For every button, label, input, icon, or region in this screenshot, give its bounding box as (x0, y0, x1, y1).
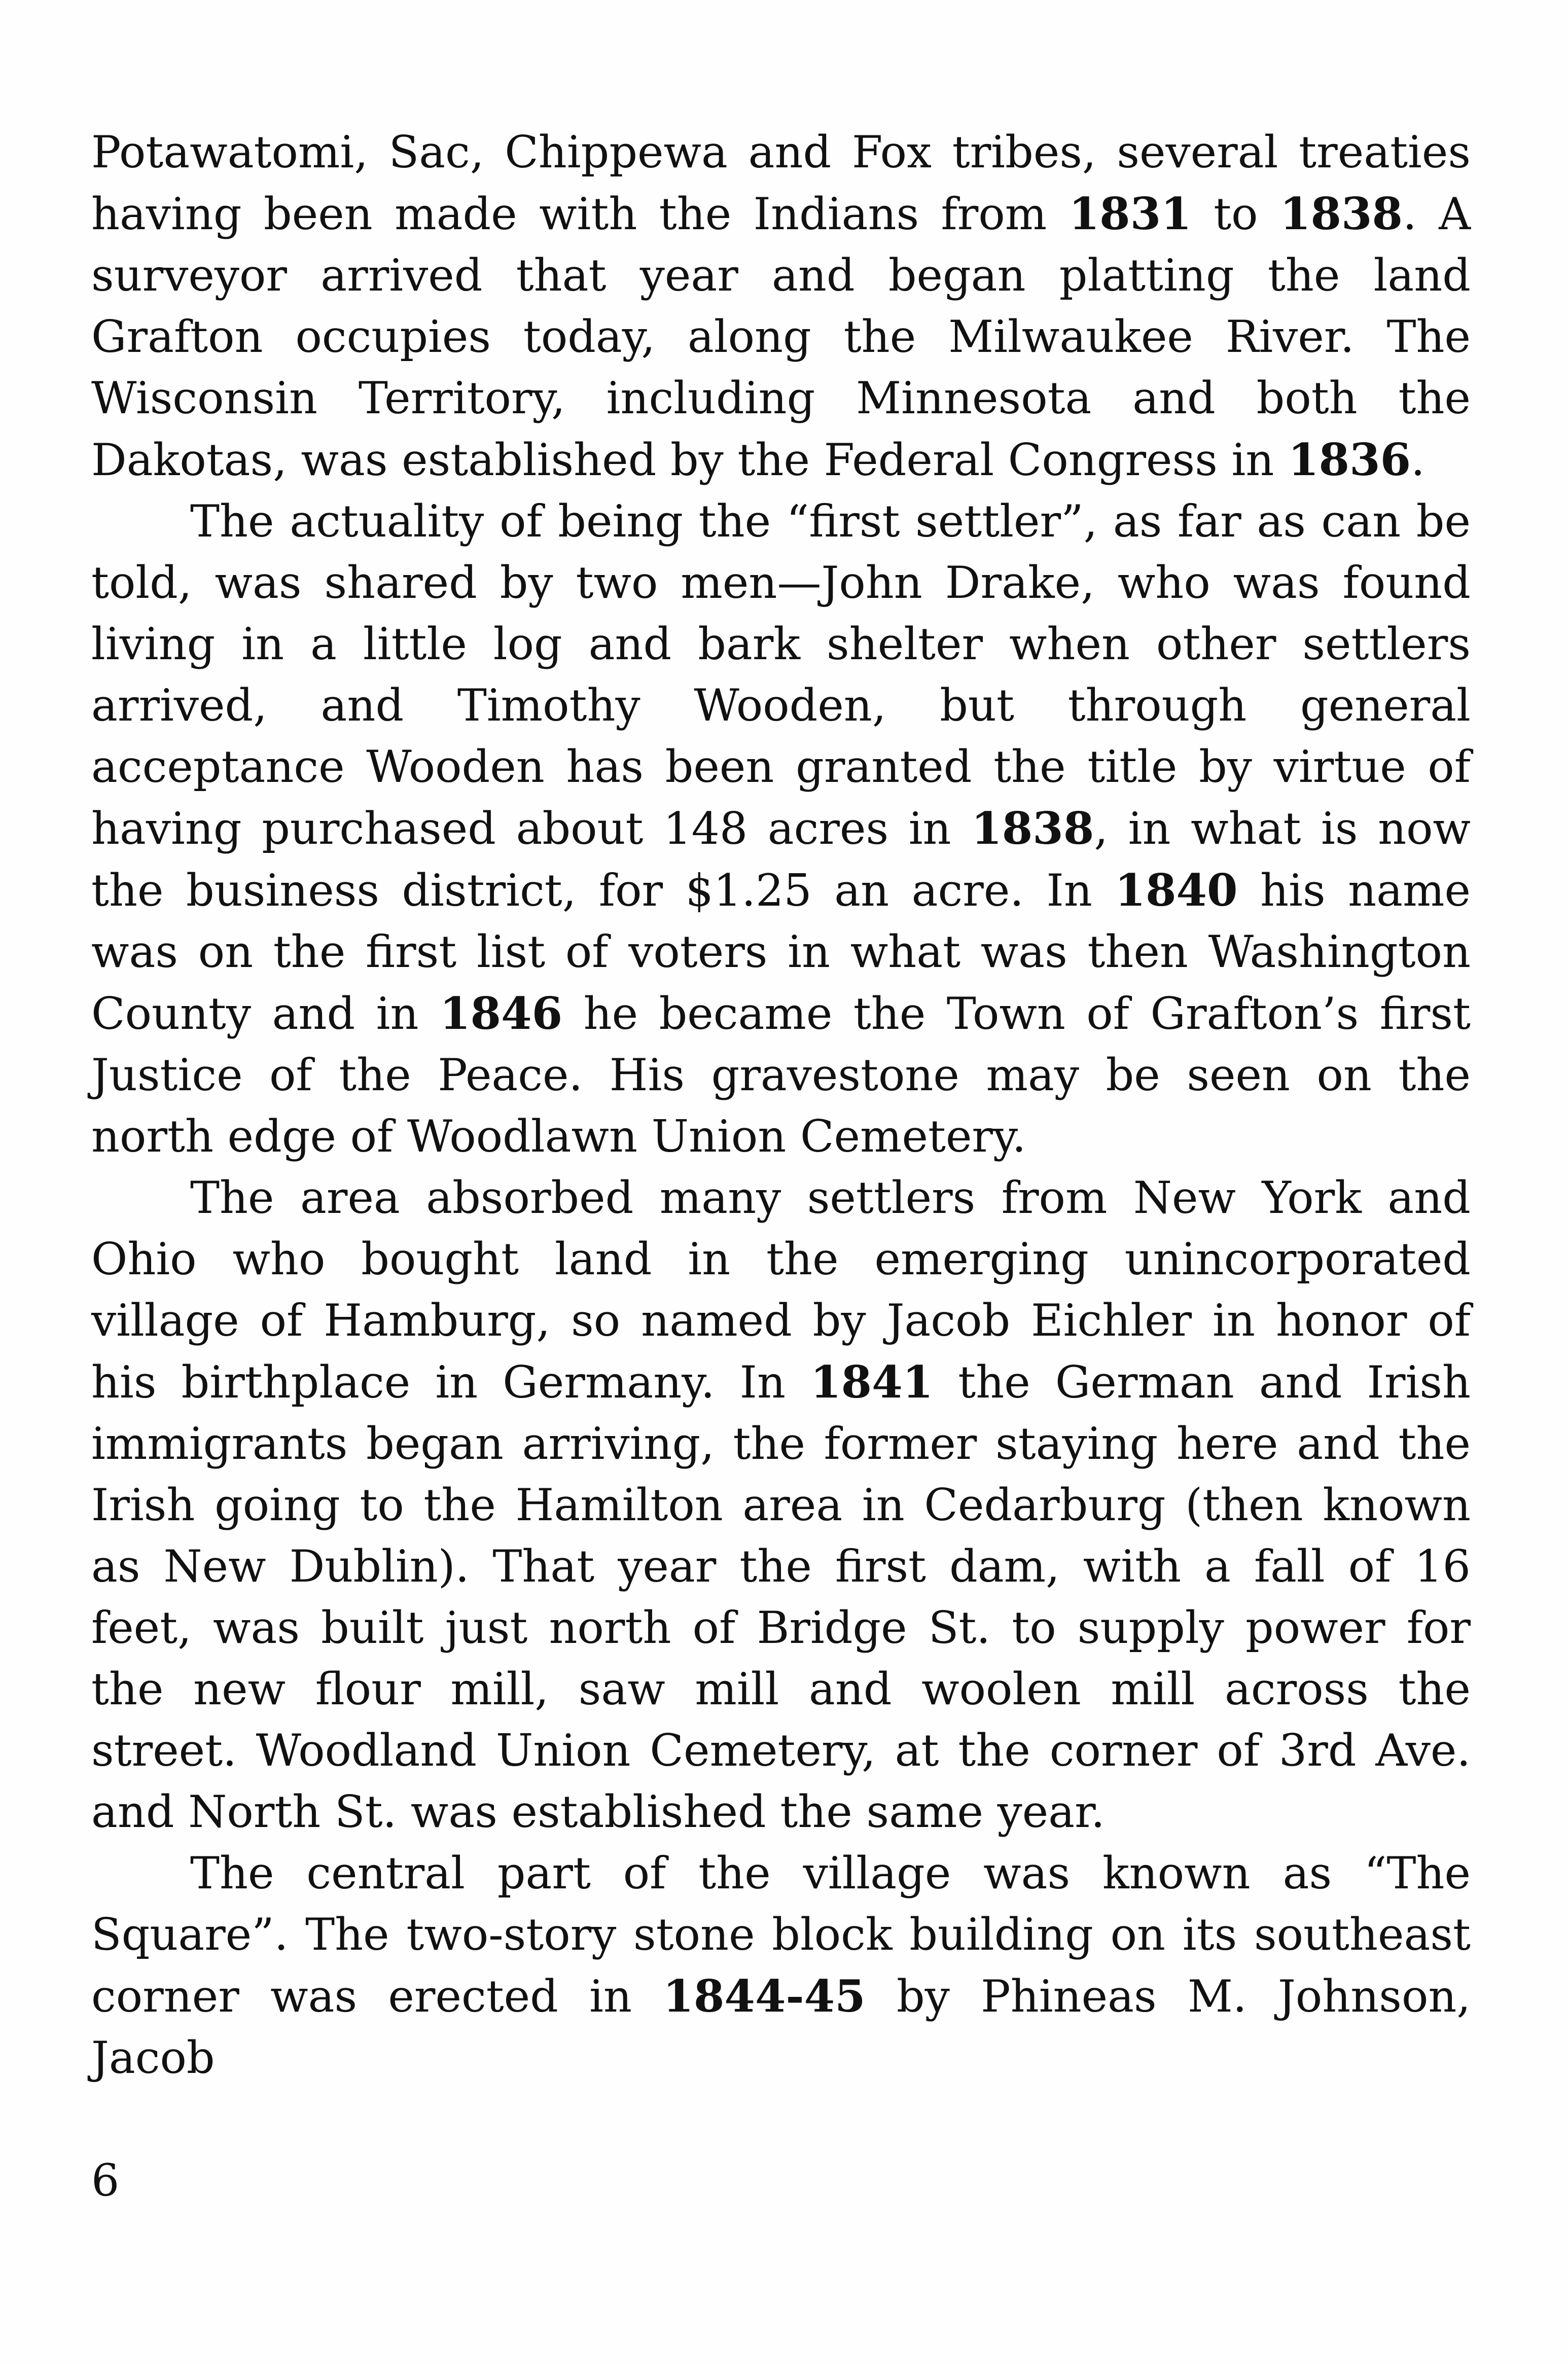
text-run: , in what is now the business district, for $1.25 an acre. In (91, 803, 1471, 916)
text-run: The area absorbed many settlers from New York and Ohio who bought land in the emerging unincorporated village of Hamburg, so named by Jacob Eichler in honor of his birthplace in Germany. In (91, 1172, 1471, 1408)
bold-year: 1838 (1279, 188, 1403, 240)
text-run: his name was on the first list of voters in what was then Washington County and in (91, 865, 1471, 1040)
text-run: Potawatomi, Sac, Chippewa and Fox tribes, several treaties having been made with the Indians from (91, 126, 1471, 240)
page-number: 6 (91, 2155, 120, 2206)
body-text (91, 122, 1471, 2089)
text-run: The actuality of being the “first settler”, as far as can be told, was shared by two men—John Drake, who was found living in a little log and bark shelter when other settlers arrived, and Timothy Wooden, but through general acceptance Wooden has been granted the title by virtue of having purchased about 148 acres in (91, 495, 1471, 854)
bold-year: 1844-45 (663, 1970, 866, 2022)
text-run: he became the Town of Grafton’s first Justice of the Peace. His gravestone may be seen on the north edge of Woodlawn Union Cemetery. (91, 988, 1471, 1162)
bold-year: 1831 (1068, 188, 1192, 240)
bold-year: 1840 (1115, 864, 1238, 916)
text-run: the German and Irish immigrants began arriving, the former staying here and the Irish going to the Hamilton area in Cedarburg (then known as New Dublin). That year the first dam, with a fall of 16 feet, was built just north of Bridge St. to supply power for the new flour mill, saw mill and woolen mill across the street. Woodland Union Cemetery, at the corner of 3rd Ave. and North St. was established the same year. (91, 1356, 1471, 1838)
text-run: The central part of the village was known as “The Square”. The two-story stone block building on its southeast corner was erected in (91, 1847, 1471, 2022)
bold-year: 1841 (810, 1356, 934, 1408)
text-run: by Phineas M. Johnson, Jacob (91, 1971, 1471, 2084)
paragraph (91, 491, 1471, 1167)
bold-year: 1836 (1288, 434, 1411, 486)
bold-year: 1846 (440, 987, 563, 1040)
text-run: . A surveyor arrived that year and began platting the land Grafton occupies today, along the Milwaukee River. The Wisconsin Territory, including Minnesota and both the Dakotas, was established by the Federal Congress in (91, 188, 1471, 486)
text-run: to (1191, 188, 1280, 240)
bold-year: 1838 (971, 802, 1094, 854)
paragraph (91, 1843, 1471, 2089)
paragraph (91, 1167, 1471, 1843)
paragraph (91, 122, 1471, 491)
text-run: . (1411, 434, 1425, 486)
